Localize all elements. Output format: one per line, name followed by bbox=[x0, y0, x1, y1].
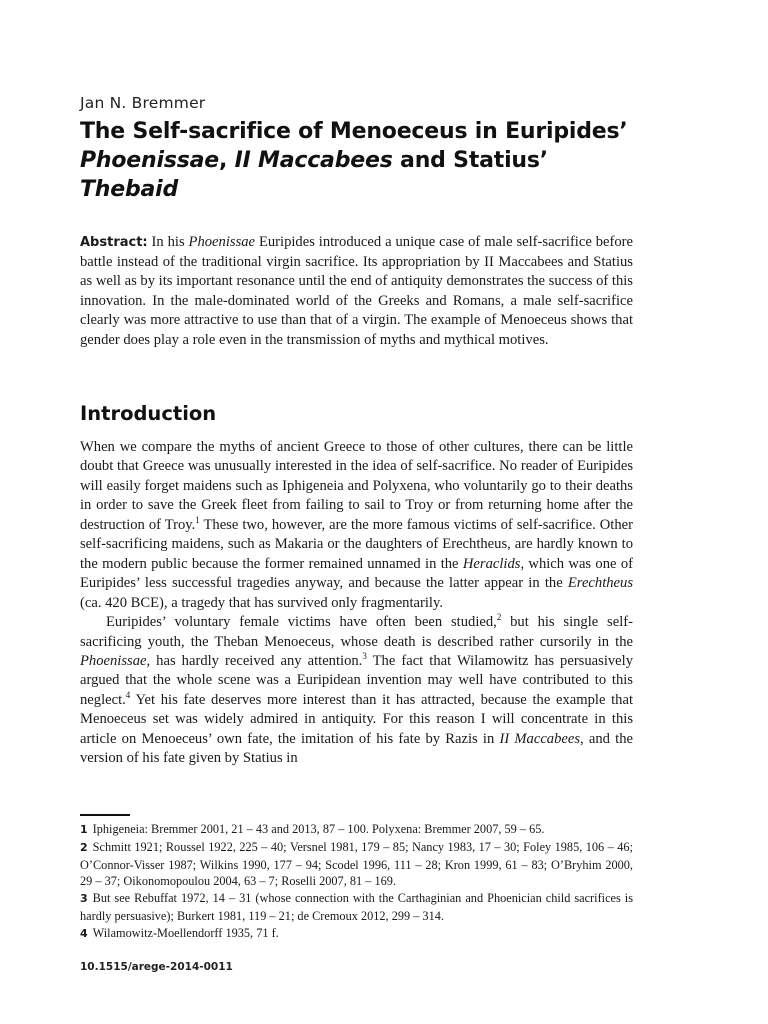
abstract-label: Abstract: bbox=[80, 235, 148, 250]
footnote-ref[interactable]: 4 bbox=[125, 690, 131, 701]
footnote-number: 3 bbox=[80, 892, 88, 906]
footnote: 2 Schmitt 1921; Roussel 1922, 225 – 40; Versnel 1981, 179 – 85; Nancy 1983, 17 – 30; Foley 1985, 106 – 46; O’Connor-Visser 1987; Wilkins 1990, 177 – 94; Scodel 1996, 111 – 28; Kron 1999, 61 – 83; O’Bryhim 2000, 29 – 37; Oikonomopoulou 2004, 63 – 7; Roselli 2007, 81 – 169. bbox=[80, 839, 633, 889]
footnote-number: 2 bbox=[80, 840, 88, 854]
article-title: The Self-sacrifice of Menoeceus in Euripides’ Phoenissae, II Maccabees and Statius’ Thebaid bbox=[80, 119, 628, 202]
footnote: 4 Wilamowitz-Moellendorff 1935, 71 f. bbox=[80, 925, 279, 940]
footnote-number: 1 bbox=[80, 823, 88, 836]
footnote: 1 Iphigeneia: Bremmer 2001, 21 – 43 and 2013, 87 – 100. Polyxena: Bremmer 2007, 59 – 65. bbox=[80, 822, 545, 836]
footnote-ref[interactable]: 3 bbox=[362, 651, 367, 662]
doi-link[interactable]: 10.1515/arege-2014-0011 bbox=[80, 961, 233, 973]
title-work-maccabees: II Maccabees bbox=[234, 148, 393, 173]
footnote-number: 4 bbox=[80, 926, 88, 940]
footnote-ref[interactable]: 2 bbox=[496, 612, 502, 623]
title-work-thebaid: Thebaid bbox=[80, 177, 179, 202]
paragraph: When we compare the myths of ancient Greece to those of other cultures, there can be little doubt that Greece was unusually interested in the idea of self-sacrifice. No reader of Euripides will easily forget maidens such as Iphigeneia and Polyxena, who voluntarily go to their deaths in order to save the Greek fleet from failing to sail to Troy or from returning home after the destruction of Troy.$^1$ These two, however, are the more famous victims of self-sacrifice. Other self-sacrificing maidens, such as Makaria or the daughters of Erechtheus, are hardly known to the modern public because the former remained unnamed in the Heraclids, which was one of Euripides’ less successful tragedies anyway, and because the latter appear in the Erechtheus (ca. 420 BCE), a tragedy that has survived only fragmentarily. bbox=[80, 439, 633, 611]
body-text bbox=[80, 438, 633, 769]
title-work-phoenissae: Phoenissae bbox=[80, 148, 219, 173]
author-name: Jan N. Bremmer bbox=[80, 94, 206, 112]
abstract: Abstract: In his Phoenissae Euripides introduced a unique case of male self-sacrifice before battle instead of the traditional virgin sacrifice. Its appropriation by II Maccabees and Statius as well as by its important resonance until the end of antiquity demonstrates the success of this innovation. In the male-dominated world of the Greeks and Romans, a male self-sacrifice clearly was more attractive to use than that of a virgin. The example of Menoeceus shows that gender does play a role even in the transmission of myths and mythical motives. bbox=[80, 234, 633, 348]
section-heading: Introduction bbox=[80, 402, 217, 425]
paragraph: Euripides’ voluntary female victims have often been studied,$^2$ but his single self-sacrificing youth, the Theban Menoeceus, whose death is described rather cursorily in the Phoenissae, has hardly received any attention.$^3$ The fact that Wilamowitz has persuasively argued that the whole scene was a Euripidean invention may well have contributed to this neglect.$^4$ Yet his fate deserves more interest than it has attracted, because the example that Menoeceus set was widely admired in antiquity. For this reason I will concentrate in this article on Menoeceus’ own fate, the imitation of his fate by Razis in II Maccabees, and the version of his fate given by Statius in bbox=[80, 612, 633, 767]
footnotes bbox=[80, 821, 633, 943]
footnote: 3 But see Rebuffat 1972, 14 – 31 (whose connection with the Carthaginian and Phoenician child sacrifices is hardly persuasive); Burkert 1981, 119 – 21; de Cremoux 2012, 299 – 314. bbox=[80, 891, 633, 923]
footnote-divider bbox=[80, 814, 130, 816]
footnote-ref[interactable]: 1 bbox=[195, 514, 200, 525]
